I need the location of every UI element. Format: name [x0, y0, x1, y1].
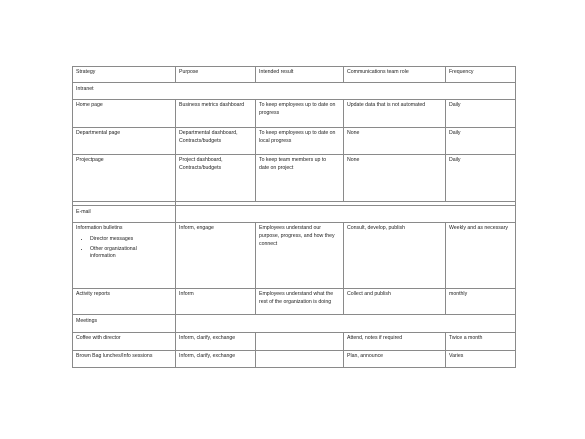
section-label-email: E-mail: [73, 206, 176, 223]
strategy-cell: Brown Bag lunches/Info sessions: [73, 351, 176, 368]
table-row: [73, 128, 516, 155]
purpose-cell: Business metrics dashboard: [176, 100, 256, 128]
communications-plan-table: [72, 66, 516, 368]
section-row-intranet: [73, 83, 516, 100]
strategy-cell: [73, 223, 176, 289]
section-label-intranet: Intranet: [73, 83, 516, 100]
header-communications-team-role: Communications team role: [344, 67, 446, 83]
section-label-meetings: Meetings: [73, 315, 176, 333]
result-cell: Employees understand what the rest of the organization is doing: [256, 289, 344, 315]
table-row: [73, 100, 516, 128]
role-cell: None: [344, 155, 446, 202]
bullet-list: [76, 236, 172, 261]
result-cell: [256, 333, 344, 351]
role-cell: Attend, notes if required: [344, 333, 446, 351]
table-row: [73, 155, 516, 202]
purpose-cell: Inform, clarify, exchange: [176, 351, 256, 368]
purpose-cell: Departmental dashboard, Contracts/budgets: [176, 128, 256, 155]
strategy-label: Information bulletins: [76, 225, 123, 231]
frequency-cell: Daily: [446, 155, 516, 202]
header-frequency: Frequency: [446, 67, 516, 83]
table-row: [73, 333, 516, 351]
role-cell: Consult, develop, publish: [344, 223, 446, 289]
frequency-cell: Varies: [446, 351, 516, 368]
frequency-cell: Weekly and as necessary: [446, 223, 516, 289]
strategy-cell: Coffee with director: [73, 333, 176, 351]
section-row-email: [73, 206, 516, 223]
header-row: [73, 67, 516, 83]
table-row: [73, 223, 516, 289]
role-cell: Update data that is not automated: [344, 100, 446, 128]
strategy-cell: Departmental page: [73, 128, 176, 155]
purpose-cell: Project dashboard, Contracts/budgets: [176, 155, 256, 202]
list-item: • Other organizational information: [90, 246, 172, 262]
result-cell: Employees understand our purpose, progress, and how they connect: [256, 223, 344, 289]
purpose-cell: Inform: [176, 289, 256, 315]
role-cell: Plan, announce: [344, 351, 446, 368]
strategy-cell: Activity reports: [73, 289, 176, 315]
result-cell: To keep employees up to date on progress: [256, 100, 344, 128]
section-row-meetings: [73, 315, 516, 333]
result-cell: To keep team members up to date on project: [256, 155, 344, 202]
frequency-cell: Twice a month: [446, 333, 516, 351]
purpose-cell: Inform, engage: [176, 223, 256, 289]
table-row: [73, 289, 516, 315]
header-intended-result: Intended result: [256, 67, 344, 83]
result-cell: [256, 351, 344, 368]
result-cell: To keep employees up to date on local progress: [256, 128, 344, 155]
frequency-cell: monthly: [446, 289, 516, 315]
frequency-cell: Daily: [446, 128, 516, 155]
list-item: • Director messages: [90, 236, 172, 244]
role-cell: Collect and publish: [344, 289, 446, 315]
header-strategy: Strategy: [73, 67, 176, 83]
purpose-cell: Inform, clarify, exchange: [176, 333, 256, 351]
header-purpose: Purpose: [176, 67, 256, 83]
table-row: [73, 351, 516, 368]
strategy-cell: Projectpage: [73, 155, 176, 202]
strategy-cell: Home page: [73, 100, 176, 128]
frequency-cell: Daily: [446, 100, 516, 128]
role-cell: None: [344, 128, 446, 155]
